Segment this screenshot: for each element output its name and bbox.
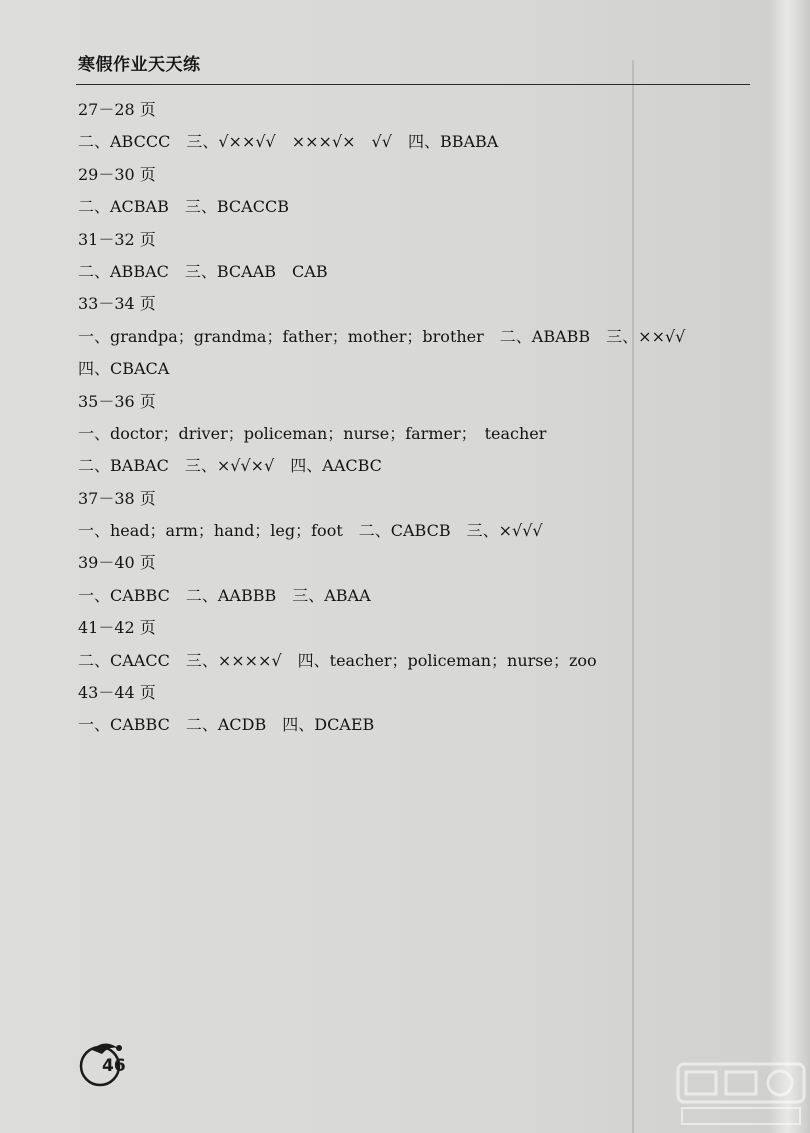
answer-line: 一、grandpa；grandma；father；mother；brother 二、ABABB 三、××√√	[78, 326, 686, 346]
answer-line: 43－44 页	[78, 683, 156, 703]
answer-line: 二、BABAC 三、×√√×√ 四、AACBC	[78, 456, 382, 476]
answer-list	[78, 94, 686, 742]
page-edge	[770, 0, 810, 1133]
answer-line: 39－40 页	[78, 553, 156, 573]
answer-line: 31－32 页	[78, 229, 156, 249]
page-number-badge	[78, 1036, 128, 1092]
answer-line: 一、head；arm；hand；leg；foot 二、CABCB 三、×√√√	[78, 521, 543, 541]
page-number: 46	[102, 1056, 126, 1076]
site-watermark-logo	[676, 1062, 806, 1128]
answer-line: 二、ABBAC 三、BCAAB CAB	[78, 261, 328, 281]
answer-line: 二、CAACC 三、××××√ 四、teacher；policeman；nurse；zoo	[78, 650, 597, 670]
answer-line: 二、ACBAB 三、BCACCB	[78, 197, 289, 217]
answer-line: 四、CBACA	[78, 359, 170, 379]
header-divider	[76, 84, 750, 85]
page-header-title: 寒假作业天天练	[78, 55, 201, 75]
answer-line: 二、ABCCC 三、√××√√ ×××√× √√ 四、BBABA	[78, 132, 499, 152]
answer-line: 37－38 页	[78, 488, 156, 508]
answer-line: 41－42 页	[78, 618, 156, 638]
answer-line: 一、doctor；driver；policeman；nurse；farmer； teacher	[78, 423, 547, 443]
answer-line: 33－34 页	[78, 294, 156, 314]
answer-line: 一、CABBC 二、ACDB 四、DCAEB	[78, 715, 375, 735]
answer-line: 29－30 页	[78, 164, 156, 184]
answer-line: 35－36 页	[78, 391, 156, 411]
answer-line: 27－28 页	[78, 100, 156, 119]
answer-line: 一、CABBC 二、AABBB 三、ABAA	[78, 585, 371, 605]
